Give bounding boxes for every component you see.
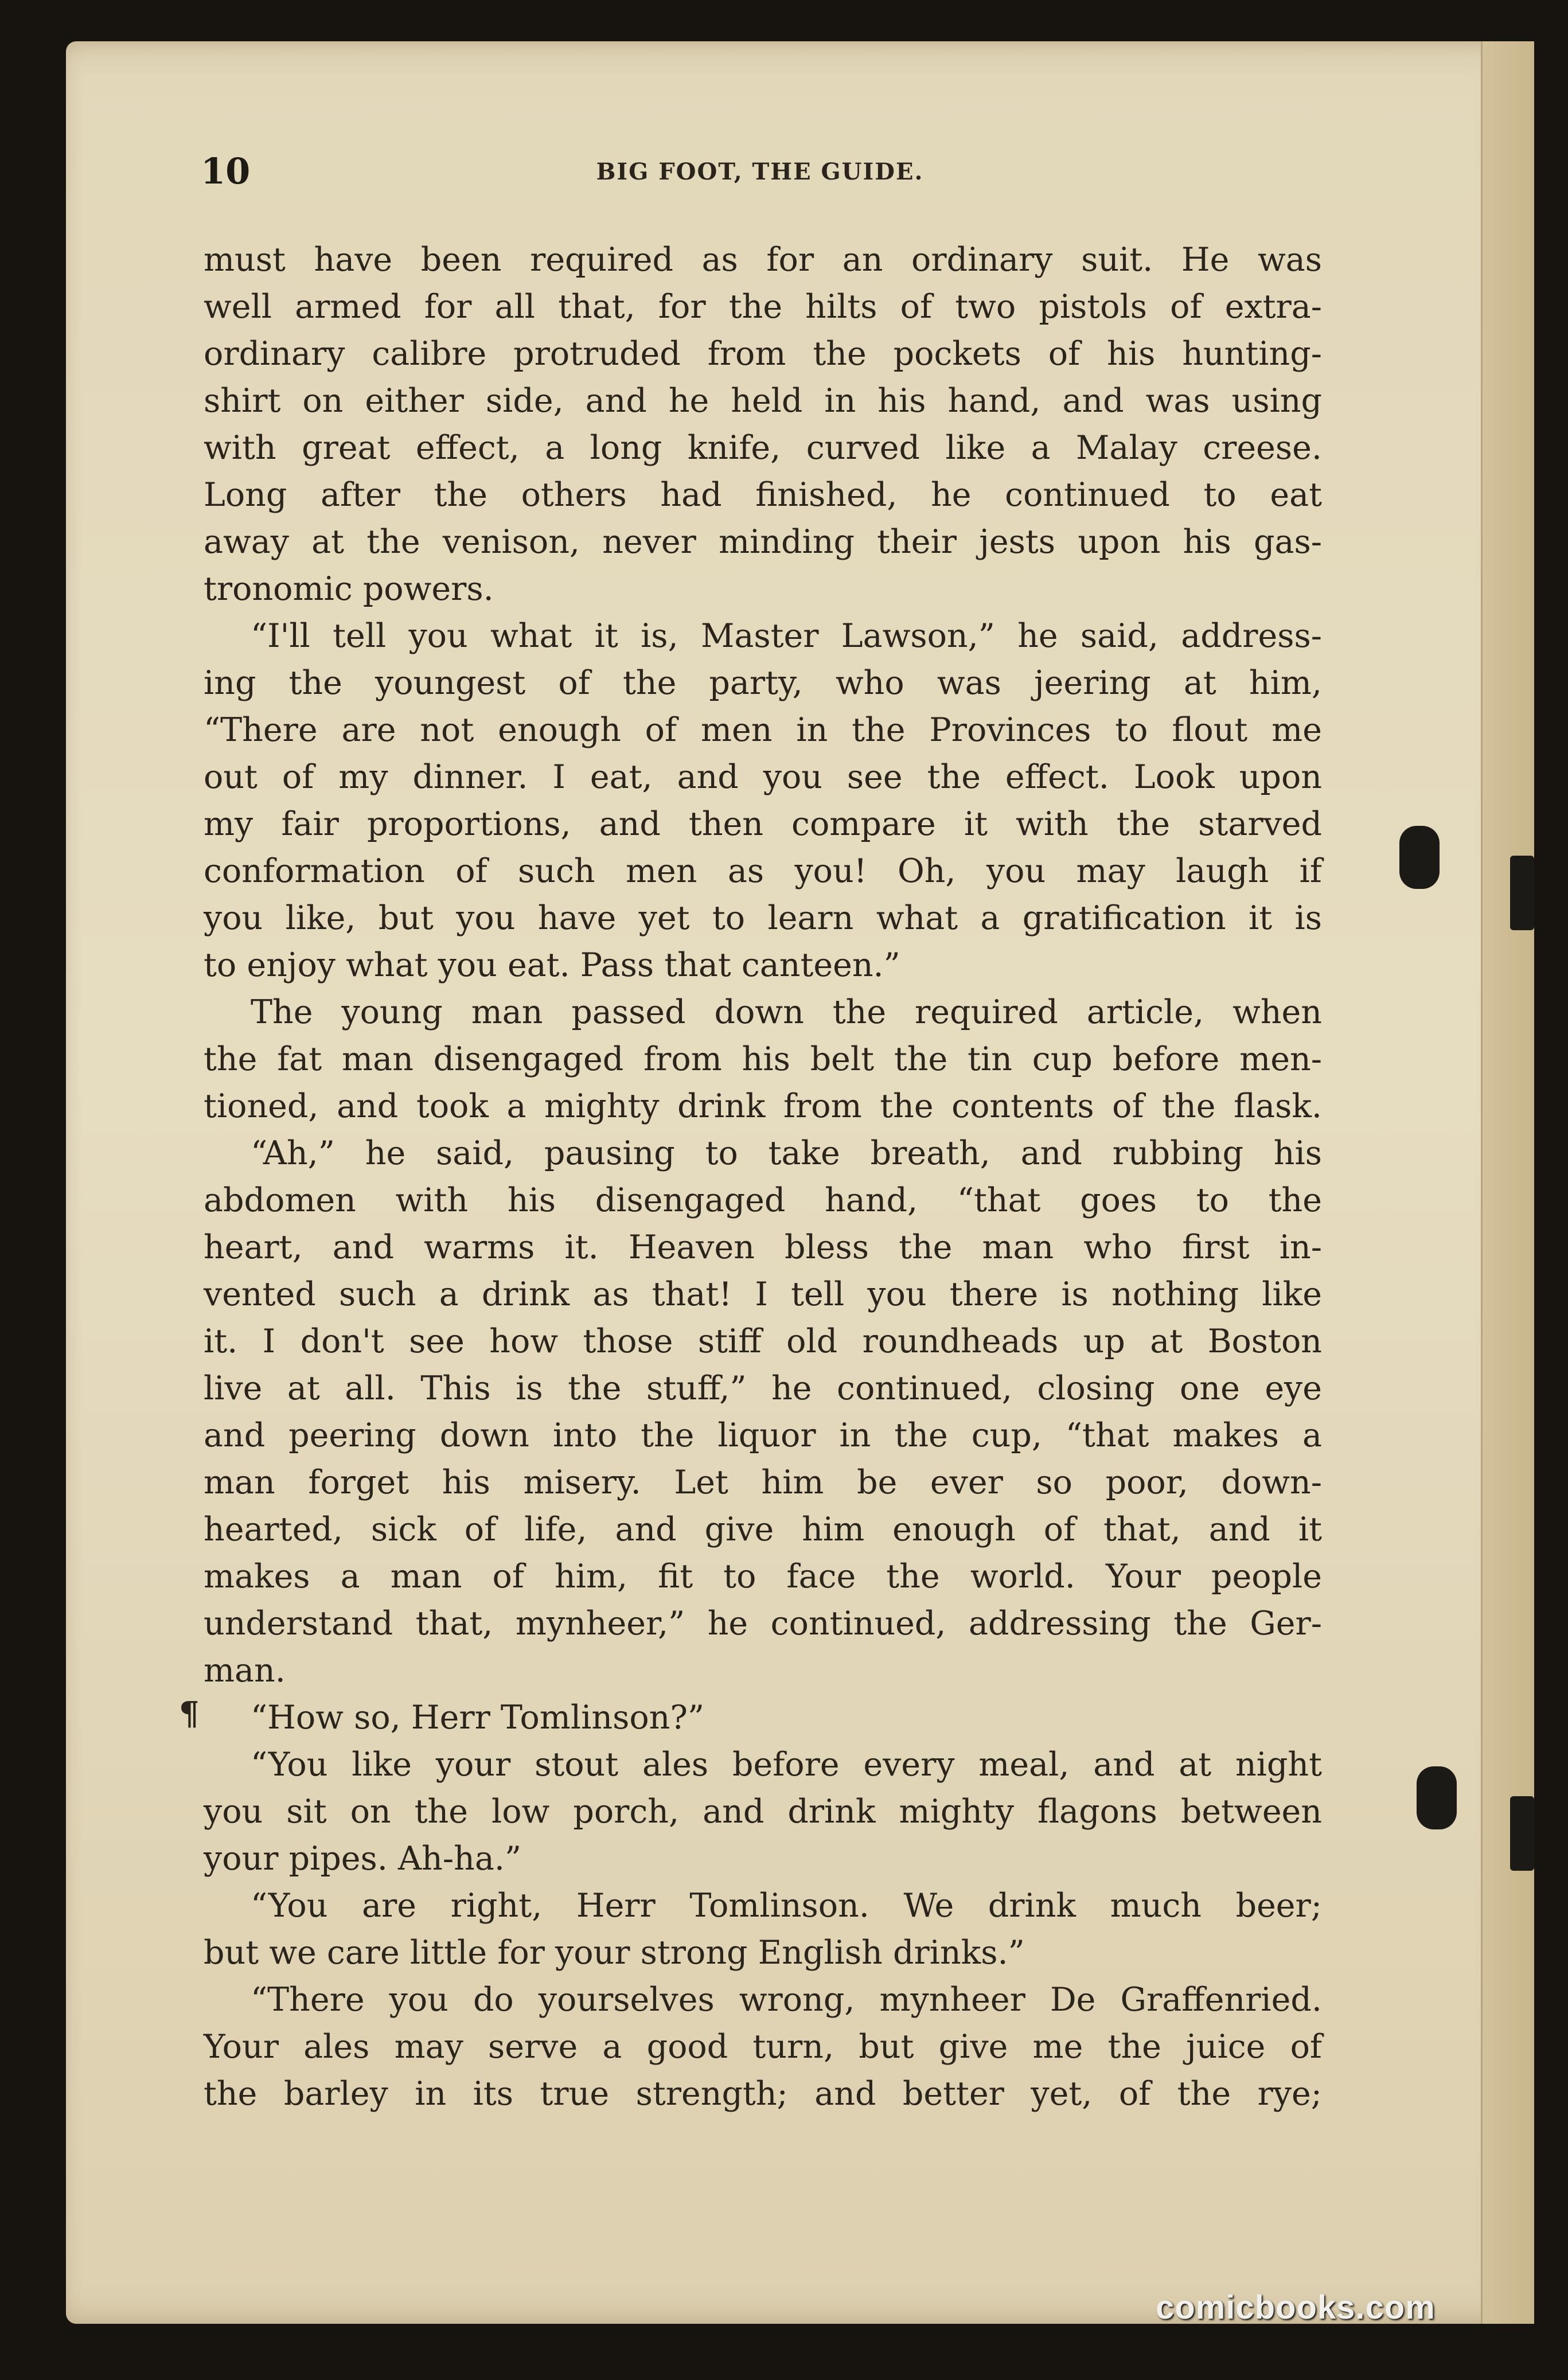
- text-line: “You like your stout ales before every meal, and at night: [251, 1746, 1322, 1784]
- text-line: abdomen with his disengaged hand, “that goes to the: [204, 1181, 1322, 1219]
- text-line: “There are not enough of men in the Provinces to flout me: [204, 711, 1322, 749]
- text-line: heart, and warms it. Heaven bless the man who first in-: [204, 1228, 1322, 1266]
- binding-hole-bottom: [1417, 1766, 1457, 1829]
- text-line: vented such a drink as that! I tell you there is nothing like: [204, 1275, 1322, 1313]
- text-line: shirt on either side, and he held in his hand, and was using: [204, 382, 1322, 420]
- watermark: comicbooks.com: [1156, 2289, 1436, 2326]
- text-line: your pipes. Ah-ha.”: [204, 1840, 522, 1878]
- page-number: 10: [201, 150, 251, 192]
- text-line: and peering down into the liquor in the cup, “that makes a: [204, 1417, 1322, 1454]
- text-line: “I'll tell you what it is, Master Lawson,” he said, address-: [251, 617, 1322, 655]
- text-line: ordinary calibre protruded from the pockets of his hunting-: [204, 335, 1322, 373]
- text-line: man forget his misery. Let him be ever so poor, down-: [204, 1464, 1322, 1501]
- text-line: well armed for all that, for the hilts of two pistols of extra-: [204, 288, 1322, 326]
- text-line: must have been required as for an ordinary suit. He was: [204, 241, 1322, 279]
- text-line: “How so, Herr Tomlinson?”: [251, 1699, 705, 1737]
- book-spine: [1481, 41, 1534, 2324]
- running-head: BIG FOOT, THE GUIDE.: [596, 158, 924, 185]
- text-line: Long after the others had finished, he continued to eat: [204, 476, 1322, 514]
- text-line: “There you do yourselves wrong, mynheer De Graffenried.: [251, 1981, 1322, 2019]
- text-line: with great effect, a long knife, curved like a Malay creese.: [204, 429, 1322, 467]
- text-line: The young man passed down the required article, when: [251, 993, 1322, 1031]
- text-line: live at all. This is the stuff,” he continued, closing one eye: [204, 1370, 1322, 1407]
- text-line: man.: [204, 1652, 286, 1690]
- binding-tab-bottom: [1510, 1796, 1534, 1871]
- margin-mark: ¶: [179, 1695, 200, 1733]
- text-line: the fat man disengaged from his belt the tin cup before men-: [204, 1040, 1322, 1078]
- page-header: [201, 150, 1319, 190]
- text-line: it. I don't see how those stiff old roundheads up at Boston: [204, 1322, 1322, 1360]
- text-line: conformation of such men as you! Oh, you may laugh if: [204, 852, 1322, 890]
- text-line: tronomic powers.: [204, 570, 494, 608]
- text-line: “Ah,” he said, pausing to take breath, and rubbing his: [251, 1134, 1322, 1172]
- text-line: the barley in its true strength; and better yet, of the rye;: [204, 2075, 1322, 2113]
- text-line: Your ales may serve a good turn, but give me the juice of: [204, 2028, 1322, 2066]
- text-line: you like, but you have yet to learn what a gratification it is: [204, 899, 1322, 937]
- text-line: to enjoy what you eat. Pass that canteen.”: [204, 946, 900, 984]
- text-line: my fair proportions, and then compare it with the starved: [204, 805, 1322, 843]
- body-text: [204, 236, 1322, 2117]
- text-line: tioned, and took a mighty drink from the contents of the flask.: [204, 1087, 1322, 1125]
- text-line: away at the venison, never minding their jests upon his gas-: [204, 523, 1322, 561]
- text-line: makes a man of him, fit to face the world. Your people: [204, 1558, 1322, 1595]
- text-line: you sit on the low porch, and drink mighty flagons between: [204, 1793, 1322, 1831]
- text-line: “You are right, Herr Tomlinson. We drink much beer;: [251, 1887, 1322, 1925]
- text-line: understand that, mynheer,” he continued, addressing the Ger-: [204, 1605, 1322, 1642]
- text-line: but we care little for your strong English drinks.”: [204, 1934, 1025, 1972]
- binding-tab-top: [1510, 856, 1534, 930]
- text-line: ing the youngest of the party, who was jeering at him,: [204, 664, 1322, 702]
- text-line: hearted, sick of life, and give him enough of that, and it: [204, 1511, 1322, 1548]
- text-line: out of my dinner. I eat, and you see the effect. Look upon: [204, 758, 1322, 796]
- binding-hole-top: [1399, 826, 1440, 889]
